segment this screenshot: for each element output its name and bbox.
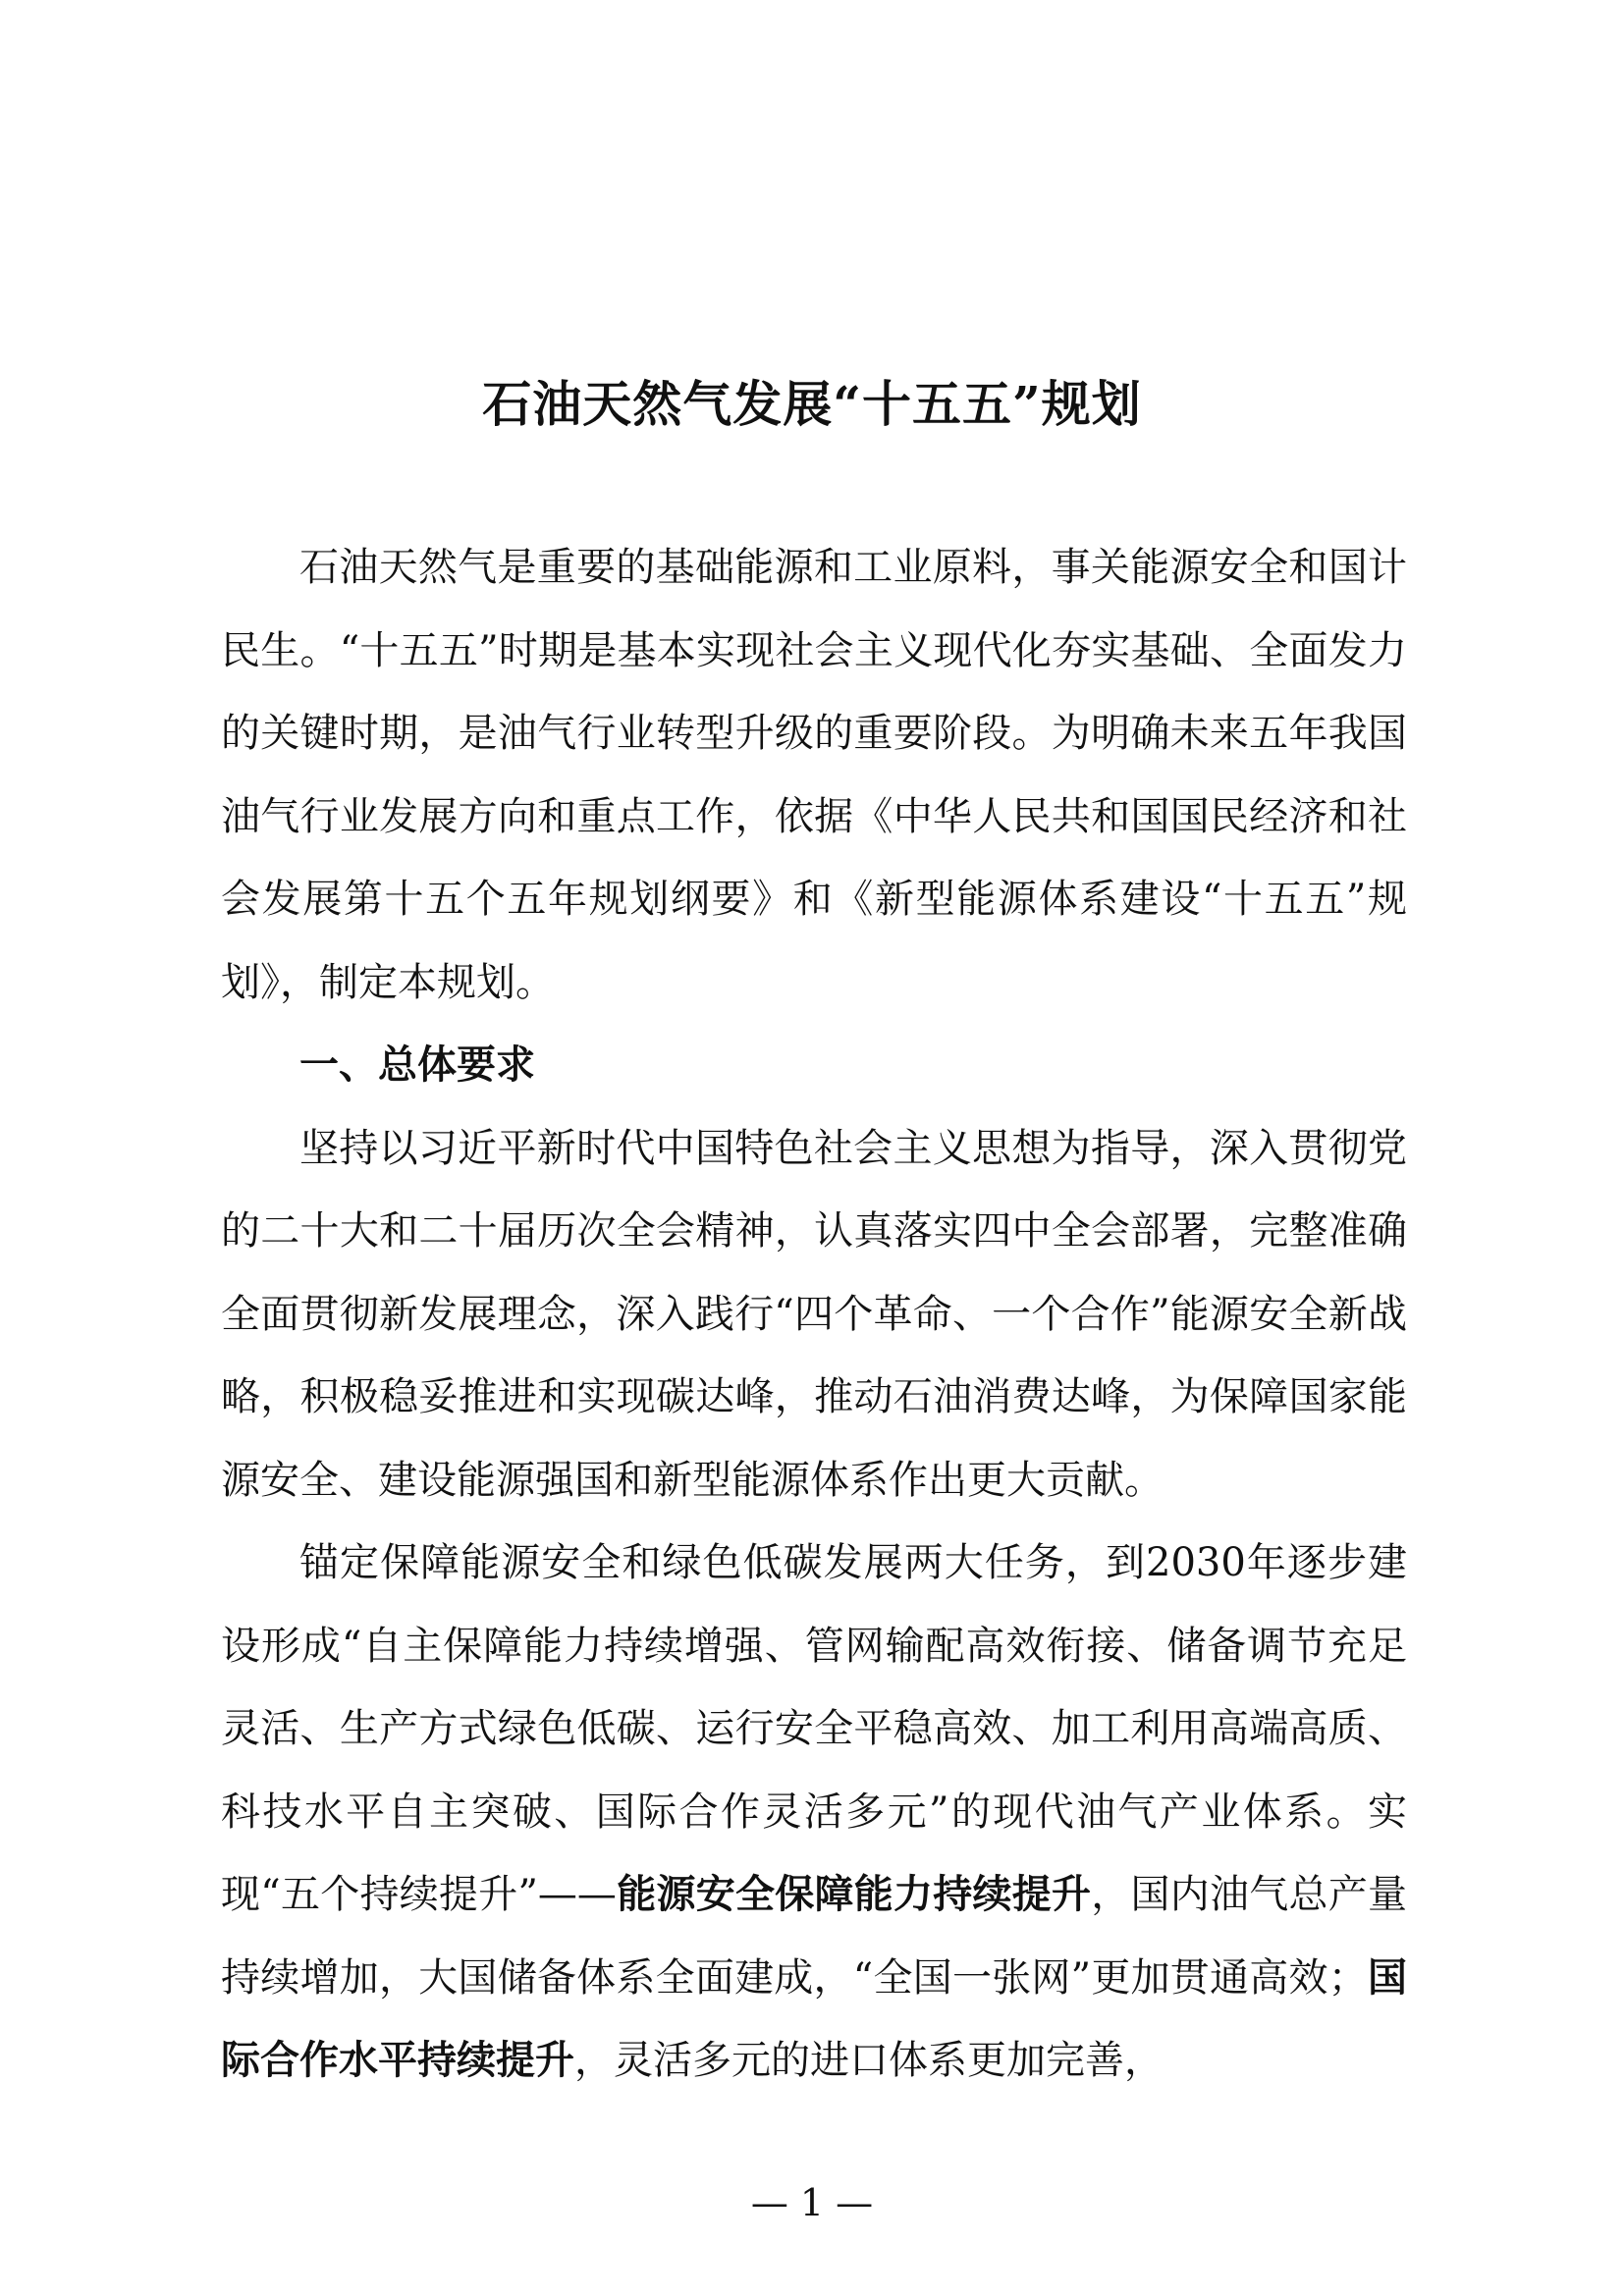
goal-international-cooperation: 国际合作水平持续提升 bbox=[221, 1954, 1408, 2083]
goal-energy-security: 能源安全保障能力持续提升 bbox=[616, 1872, 1092, 1917]
document-title: 石油天然气发展“十五五”规划 bbox=[482, 375, 1142, 433]
goals-text-1: 锚定保障能源安全和绿色低碳发展两大任务，到2030年逐步建设形成“自主保障能力持续增强、管网输配高效衔接、储备调节充足灵活、生产方式绿色低碳、运行安全平稳高效、加工利用高端高质、科技水平自主突破、国际合作灵活多元”的现代油气产业体系。实现“五个持续提升”—— bbox=[221, 1540, 1407, 1917]
goals-text-3: ，灵活多元的进口体系更加完善， bbox=[574, 2038, 1164, 2083]
section-heading: 一、总体要求 bbox=[299, 1042, 535, 1088]
goals-text-2: ，国内油气总产量持续增加，大国储备体系全面建成，“全国一张网”更加贯通高效； bbox=[221, 1872, 1408, 2001]
goals-paragraph bbox=[221, 1522, 1407, 2103]
guiding-paragraph: 坚持以习近平新时代中国特色社会主义思想为指导，深入贯彻党的二十大和二十届历次全会精神，认真落实四中全会部署，完整准确全面贯彻新发展理念，深入践行“四个革命、一个合作”能源安全新战略，积极稳妥推进和实现碳达峰，推动石油消费达峰，为保障国家能源安全、建设能源强国和新型能源体系作出更大贡献。 bbox=[221, 1125, 1407, 1503]
intro-paragraph: 石油天然气是重要的基础能源和工业原料，事关能源安全和国计民生。“十五五”时期是基本实现社会主义现代化夯实基础、全面发力的关键时期，是油气行业转型升级的重要阶段。为明确未来五年我国油气行业发展方向和重点工作，依据《中华人民共和国国民经济和社会发展第十五个五年规划纲要》和《新型能源体系建设“十五五”规划》，制定本规划。 bbox=[221, 545, 1407, 1005]
document-body bbox=[221, 526, 1407, 2103]
page-number: — 1 — bbox=[750, 2181, 874, 2224]
